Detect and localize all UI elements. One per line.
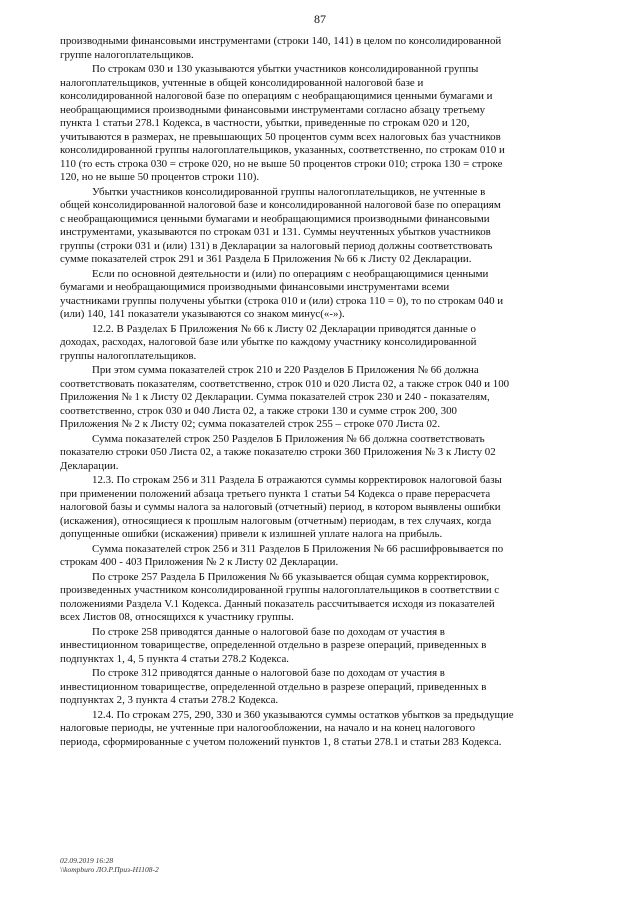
text-line: 120, но не выше 50 процентов строки 110).	[60, 171, 260, 183]
text-line: (искажения), относящиеся к прошлым налоговым (отчетным) периодам, в тех случаях, когда	[60, 514, 492, 527]
paragraph	[60, 364, 596, 432]
page-number: 87	[314, 12, 326, 26]
text-line: группы налогоплательщиков.	[60, 349, 197, 362]
paragraph	[60, 35, 596, 62]
text-line: допущенные ошибки (искажения) привели к излишней уплате налога на прибыль.	[60, 528, 443, 540]
document-footer	[60, 856, 159, 874]
text-line: Если по основной деятельности и (или) по операциям с необращающимися ценными	[92, 267, 489, 280]
text-line: По строке 312 приводятся данные о налоговой базе по доходам от участия в	[92, 667, 445, 679]
text-line: 110 (то есть строка 030 = строке 020, но не выше 50 процентов строки 010; строка 130 = строке	[60, 157, 503, 170]
text-line: консолидированной налоговой базе по операциям с необращающимися ценными бумагами и	[60, 90, 493, 102]
text-line: при применении положений абзаца третьего пункта 1 статьи 54 Кодекса о праве перерасчета	[60, 487, 491, 500]
text-line: группе налогоплательщиков.	[60, 48, 194, 61]
paragraph	[60, 323, 596, 364]
paragraph	[60, 63, 596, 185]
paragraph	[60, 571, 596, 625]
paragraph	[60, 433, 596, 474]
text-line: общей консолидированной налоговой базе и консолидированной налоговой базе по операциям	[60, 199, 501, 211]
text-line: показателю строки 050 Листа 02, а также показателю строки 360 Приложения № 3 к Листу 02	[60, 446, 496, 458]
text-line: налоговой базы и суммы налога за налоговый (отчетный) период, в котором выявлены ошибки	[60, 501, 501, 513]
text-line: Приложения № 2 к Листу 02; сумма показателей строк 255 – строке 070 Листа 02.	[60, 418, 441, 430]
text-line: сумме показателей строк 291 и 361 Раздела Б Приложения № 66 к Листу 02 Декларации.	[60, 253, 472, 265]
text-line: пункта 1 статьи 278.1 Кодекса, в частности, убытки, приведенные по строкам 020 и 120,	[60, 117, 470, 129]
paragraph	[60, 626, 596, 667]
text-line: Сумма показателей строк 250 Разделов Б Приложения № 66 должна соответствовать	[92, 432, 485, 445]
text-line: инвестиционном товариществе, определенной отдельно в разрезе операций, приведенных в	[60, 639, 487, 651]
text-line: группы (строки 031 и (или) 131) в Декларации за налоговый период должны соответствовать	[60, 239, 493, 252]
text-line: соответствовать показателям, соответственно, строк 010 и 020 Листа 02, а также строк 040 и 100	[60, 377, 510, 390]
text-line: По строке 258 приводятся данные о налоговой базе по доходам от участия в	[92, 625, 445, 638]
text-line: бумагами и необращающимися производными финансовыми инструментами всеми	[60, 281, 450, 293]
paragraph	[60, 474, 596, 542]
text-line: соответственно, строк 030 и 040 Листа 02, а также строки 130 и сумме строк 200, 300	[60, 404, 457, 417]
footer-line: \\kompburo ЛО.Р.Приз-Н1108-2	[60, 865, 159, 874]
text-line: По строкам 030 и 130 указываются убытки участников консолидированной группы	[92, 63, 479, 75]
text-line: Убытки участников консолидированной группы налогоплательщиков, не учтенные в	[92, 185, 486, 198]
footer-line: 02.09.2019 16:28	[60, 856, 114, 865]
document-body	[60, 35, 596, 750]
text-line: налоговые периоды, не учтенные при налогообложении, на начало и на конец налогового	[60, 722, 476, 734]
text-line: инвестиционном товариществе, определенной отдельно в разрезе операций, приведенных в	[60, 680, 487, 693]
text-line: консолидированной группы налогоплательщиков, указанных, соответственно, по строкам 010 и	[60, 144, 505, 156]
text-line: всех Листов 08, относящихся к участнику группы.	[60, 611, 294, 623]
text-line: периода, сформированные с учетом положений пунктов 1, 8 статьи 278.1 и статьи 283 Кодекса.	[60, 735, 502, 748]
text-line: По строке 257 Раздела Б Приложения № 66 указывается общая сумма корректировок,	[92, 570, 490, 583]
text-line: Декларации.	[60, 459, 119, 472]
text-line: Приложения № 1 к Листу 02 Декларации. Сумма показателей строк 230 и 240 - показателям,	[60, 391, 490, 403]
text-line: подпунктах 1, 4, 5 пункта 4 статьи 278.2 Кодекса.	[60, 652, 290, 665]
text-line: (или) 140, 141 показатели указываются со знаком минус(«-»).	[60, 308, 345, 320]
text-line: 12.4. По строкам 275, 290, 330 и 360 указываются суммы остатков убытков за предыдущие	[92, 708, 514, 721]
paragraph	[60, 543, 596, 570]
paragraph	[60, 667, 596, 708]
text-line: При этом сумма показателей строк 210 и 220 Разделов Б Приложения № 66 должна	[92, 364, 479, 376]
text-line: строкам 400 - 403 Приложения № 2 к Листу 02 Декларации.	[60, 556, 339, 568]
paragraph	[60, 186, 596, 267]
text-line: доходах, расходах, налоговой базе или убытке по каждому участнику консолидированной	[60, 336, 477, 348]
text-line: положениями Раздела V.1 Кодекса. Данный показатель рассчитывается исходя из показателей	[60, 597, 495, 610]
text-line: участниками группы получены убытки (строка 010 и (или) строка 110 = 0), то по строкам 040 и	[60, 294, 504, 307]
paragraph	[60, 709, 596, 750]
text-line: подпунктах 2, 3 пункта 4 статьи 278.2 Кодекса.	[60, 694, 279, 706]
text-line: учитываются в размерах, не превышающих 50 процентов сумм всех налоговых баз участников	[60, 130, 501, 143]
text-line: с необращающимися ценными бумагами и необращающимися производными финансовыми	[60, 212, 490, 225]
text-line: производными финансовыми инструментами (строки 140, 141) в целом по консолидированной	[60, 35, 502, 47]
paragraph	[60, 268, 596, 322]
text-line: 12.2. В Разделах Б Приложения № 66 к Листу 02 Декларации приводятся данные о	[92, 322, 476, 335]
text-line: 12.3. По строкам 256 и 311 Раздела Б отражаются суммы корректировок налоговой базы	[92, 474, 502, 486]
text-line: Сумма показателей строк 256 и 311 Разделов Б Приложения № 66 расшифровывается по	[92, 542, 504, 555]
text-line: инструментами, указываются по строкам 031 и 131. Суммы неучтенных убытков участников	[60, 226, 491, 238]
text-line: необращающимися производными финансовыми инструментами согласно абзацу третьему	[60, 103, 486, 116]
text-line: произведенных участником консолидированной группы налогоплательщиков в соответствии с	[60, 584, 500, 596]
text-line: налогоплательщиков, учтенные в общей консолидированной налоговой базе и	[60, 76, 424, 89]
